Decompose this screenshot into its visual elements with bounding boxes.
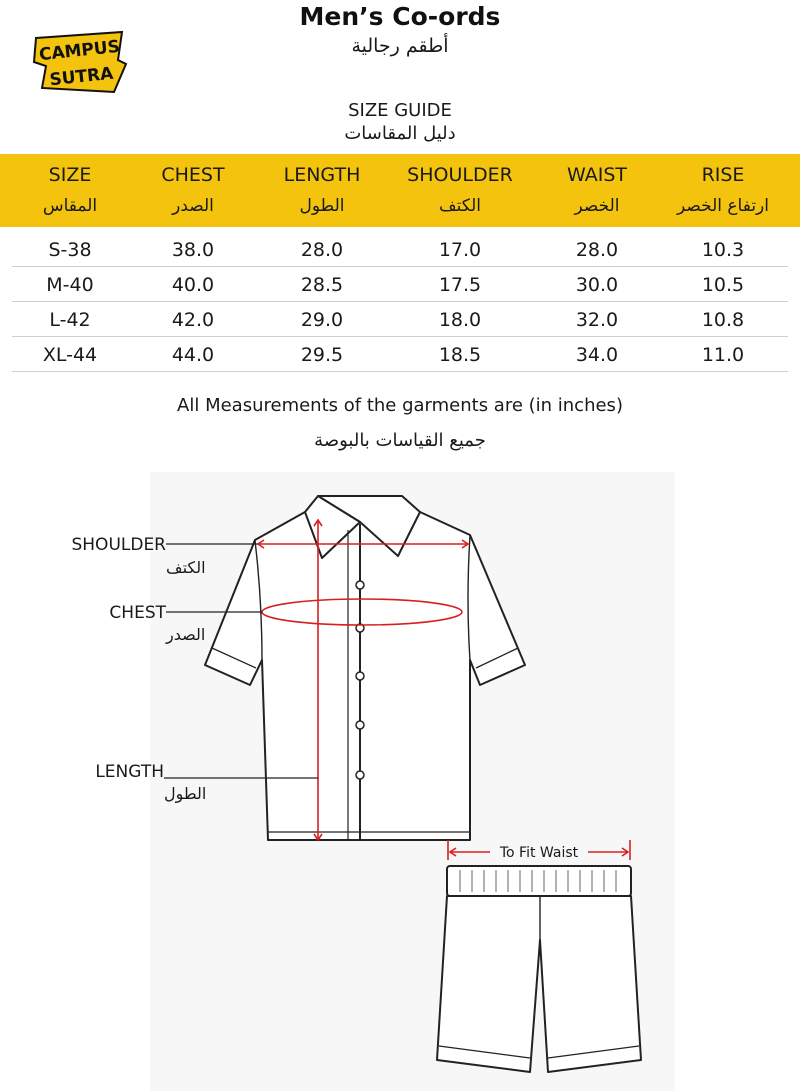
row-divider bbox=[12, 266, 788, 267]
shoulder-label-ar: الكتف bbox=[166, 558, 206, 577]
cell-waist: 34.0 bbox=[575, 344, 619, 366]
row-divider bbox=[12, 336, 788, 337]
cell-rise: 10.8 bbox=[701, 309, 745, 331]
chest-label: CHEST bbox=[109, 603, 166, 623]
cell-rise: 11.0 bbox=[701, 344, 745, 366]
header-length-label: LENGTH bbox=[283, 164, 361, 186]
cell-shoulder: 18.5 bbox=[438, 344, 482, 366]
cell-chest: 42.0 bbox=[171, 309, 215, 331]
table-row bbox=[12, 303, 788, 337]
header-waist-label-ar: الخصر bbox=[574, 196, 620, 216]
cell-waist: 30.0 bbox=[575, 274, 619, 296]
page-title-arabic: أطقم رجالية bbox=[351, 35, 449, 57]
cell-chest: 44.0 bbox=[171, 344, 215, 366]
row-divider bbox=[12, 371, 788, 372]
header-size-label-ar: المقاس bbox=[42, 196, 98, 216]
cell-shoulder: 17.0 bbox=[438, 239, 482, 261]
header-rise-label-ar: ارتفاع الخصر bbox=[677, 196, 769, 216]
cell-shoulder: 18.0 bbox=[438, 309, 482, 331]
header-chest-label: CHEST bbox=[161, 164, 225, 186]
cell-rise: 10.3 bbox=[701, 239, 745, 261]
measurement-note-arabic: جميع القياسات بالبوصة bbox=[314, 430, 486, 451]
table-row bbox=[12, 338, 788, 372]
header-chest-label-ar: الصدر bbox=[172, 196, 214, 216]
cell-chest: 40.0 bbox=[171, 274, 215, 296]
header-shoulder-label: SHOULDER bbox=[407, 164, 513, 186]
cell-chest: 38.0 bbox=[171, 239, 215, 261]
header-shoulder-label-ar: الكتف bbox=[438, 196, 482, 216]
cell-size: XL-44 bbox=[42, 344, 98, 366]
measurement-note: All Measurements of the garments are (in inches) bbox=[177, 395, 623, 416]
chest-label-ar: الصدر bbox=[166, 625, 206, 644]
length-label: LENGTH bbox=[95, 762, 164, 782]
table-row bbox=[12, 233, 788, 267]
logo-text-top: CAMPUS bbox=[38, 36, 121, 66]
cell-waist: 28.0 bbox=[575, 239, 619, 261]
size-guide-title: SIZE GUIDE bbox=[348, 100, 452, 121]
brand-logo bbox=[32, 30, 128, 94]
garment-diagram bbox=[0, 470, 800, 1091]
row-divider bbox=[12, 301, 788, 302]
page-title: Men’s Co-ords bbox=[299, 2, 501, 31]
cell-waist: 32.0 bbox=[575, 309, 619, 331]
length-label-ar: الطول bbox=[164, 784, 207, 803]
table-header bbox=[0, 154, 800, 227]
table-row bbox=[12, 268, 788, 302]
cell-shoulder: 17.5 bbox=[438, 274, 482, 296]
size-guide-title-arabic: دليل المقاسات bbox=[344, 123, 456, 144]
cell-size: L-42 bbox=[49, 309, 91, 331]
cell-length: 28.0 bbox=[300, 239, 344, 261]
logo-text-bottom: SUTRA bbox=[48, 63, 115, 91]
cell-rise: 10.5 bbox=[701, 274, 745, 296]
cell-length: 28.5 bbox=[300, 274, 344, 296]
cell-length: 29.0 bbox=[300, 309, 344, 331]
shoulder-label: SHOULDER bbox=[71, 535, 166, 555]
header-waist-label: WAIST bbox=[566, 164, 627, 186]
cell-size: M-40 bbox=[46, 274, 94, 296]
cell-length: 29.5 bbox=[300, 344, 344, 366]
waist-fit-label: To Fit Waist bbox=[499, 845, 579, 861]
header-length-label-ar: الطول bbox=[299, 196, 345, 216]
header-size-label: SIZE bbox=[48, 164, 92, 186]
header-rise-label: RISE bbox=[701, 164, 745, 186]
cell-size: S-38 bbox=[48, 239, 92, 261]
